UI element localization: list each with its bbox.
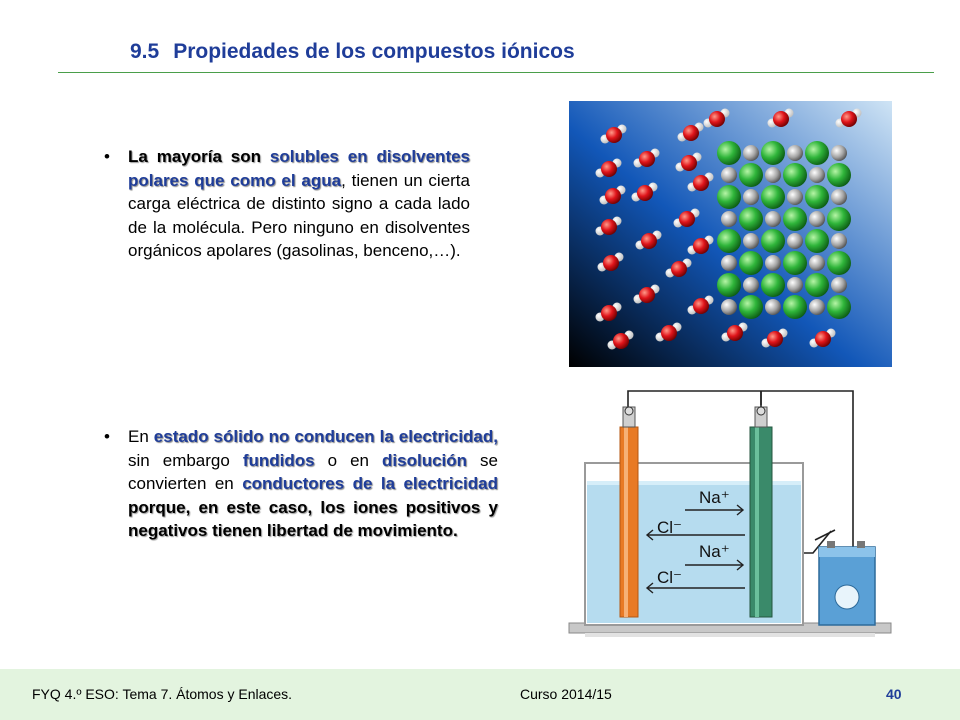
chloride-ion <box>761 229 785 253</box>
sodium-ion <box>743 145 759 161</box>
chloride-ion <box>739 251 763 275</box>
sodium-ion <box>831 277 847 293</box>
sodium-ion <box>831 145 847 161</box>
sodium-ion <box>765 299 781 315</box>
sodium-ion <box>765 167 781 183</box>
title-text: Propiedades de los compuestos iónicos <box>173 40 575 63</box>
sodium-ion <box>787 277 803 293</box>
sodium-ion <box>721 255 737 271</box>
chloride-ion <box>761 185 785 209</box>
slide-footer <box>0 669 960 720</box>
bullet-marker: • <box>104 147 110 166</box>
bullet2-seg3: sin embargo <box>128 450 230 470</box>
chloride-ion <box>717 185 741 209</box>
bullet2-seg6: disolución <box>382 450 468 470</box>
chloride-ion <box>761 273 785 297</box>
bullet2-seg9: porque, en este caso, los iones positivos y negativos tienen libertad de movimiento. <box>128 497 498 540</box>
dissolution-svg <box>569 101 892 367</box>
sodium-ion <box>787 189 803 205</box>
chloride-ion <box>827 207 851 231</box>
bullet1-lead: La mayoría son <box>128 147 262 166</box>
chloride-ion <box>805 273 829 297</box>
slide-title <box>130 40 575 64</box>
chloride-ion <box>717 229 741 253</box>
sodium-ion <box>809 211 825 227</box>
chloride-ion <box>783 251 807 275</box>
chloride-ion <box>827 251 851 275</box>
bullet2-seg2: estado sólido no conducen la electricidad, <box>153 427 498 446</box>
sodium-ion <box>787 233 803 249</box>
sodium-ion <box>743 233 759 249</box>
bullet2-seg1: En <box>128 427 149 446</box>
sodium-ion <box>809 255 825 271</box>
chloride-ion <box>739 207 763 231</box>
label-cl-bottom: Cl⁻ <box>657 568 683 587</box>
title-underline <box>58 72 934 73</box>
footer-year: Curso 2014/15 <box>520 686 612 702</box>
chloride-ion <box>805 185 829 209</box>
electrolysis-illustration <box>565 385 895 643</box>
sodium-ion <box>721 167 737 183</box>
chloride-ion <box>805 141 829 165</box>
chloride-ion <box>717 273 741 297</box>
sodium-ion <box>787 145 803 161</box>
bullet1-rest: , tienen un cierta carga eléctrica de distinto signo a cada lado de la molécula. Pero ninguno en disolventes orgánicos apolares (gasolinas, benceno,…). <box>128 170 470 260</box>
bullet-marker: • <box>104 427 110 446</box>
sodium-ion <box>743 277 759 293</box>
sodium-ion <box>831 233 847 249</box>
bullet2-seg4: fundidos <box>242 450 315 470</box>
nacl-dissolution-illustration <box>569 101 892 367</box>
chloride-ion <box>739 163 763 187</box>
bullet-conductivity <box>104 425 499 543</box>
bullet2-seg5: o en <box>327 450 370 470</box>
label-na-top: Na⁺ <box>699 488 730 507</box>
chloride-ion <box>761 141 785 165</box>
sodium-ion <box>721 211 737 227</box>
label-cl-top: Cl⁻ <box>657 518 683 537</box>
electrolysis-svg <box>565 385 895 643</box>
chloride-ion <box>783 207 807 231</box>
bullet-solubility <box>104 145 471 263</box>
section-number: 9.5 <box>130 40 160 63</box>
bullet2-seg8: conductores de la electricidad <box>242 474 498 493</box>
sodium-ion <box>743 189 759 205</box>
chloride-ion <box>827 295 851 319</box>
chloride-ion <box>805 229 829 253</box>
chloride-ion <box>783 295 807 319</box>
sodium-ion <box>765 255 781 271</box>
chloride-ion <box>739 295 763 319</box>
sodium-ion <box>831 189 847 205</box>
label-na-bottom: Na⁺ <box>699 542 730 561</box>
chloride-ion <box>783 163 807 187</box>
sodium-ion <box>721 299 737 315</box>
bullet1-highlight: solubles en disolventes polares que como el agua <box>128 147 471 190</box>
chloride-ion <box>717 141 741 165</box>
sodium-ion <box>809 299 825 315</box>
bullet2-seg7: se convierten en <box>128 450 499 493</box>
chloride-ion <box>827 163 851 187</box>
page-number: 40 <box>886 686 902 702</box>
sodium-ion <box>765 211 781 227</box>
sodium-ion <box>809 167 825 183</box>
footer-course: FYQ 4.º ESO: Tema 7. Átomos y Enlaces. <box>32 686 293 702</box>
